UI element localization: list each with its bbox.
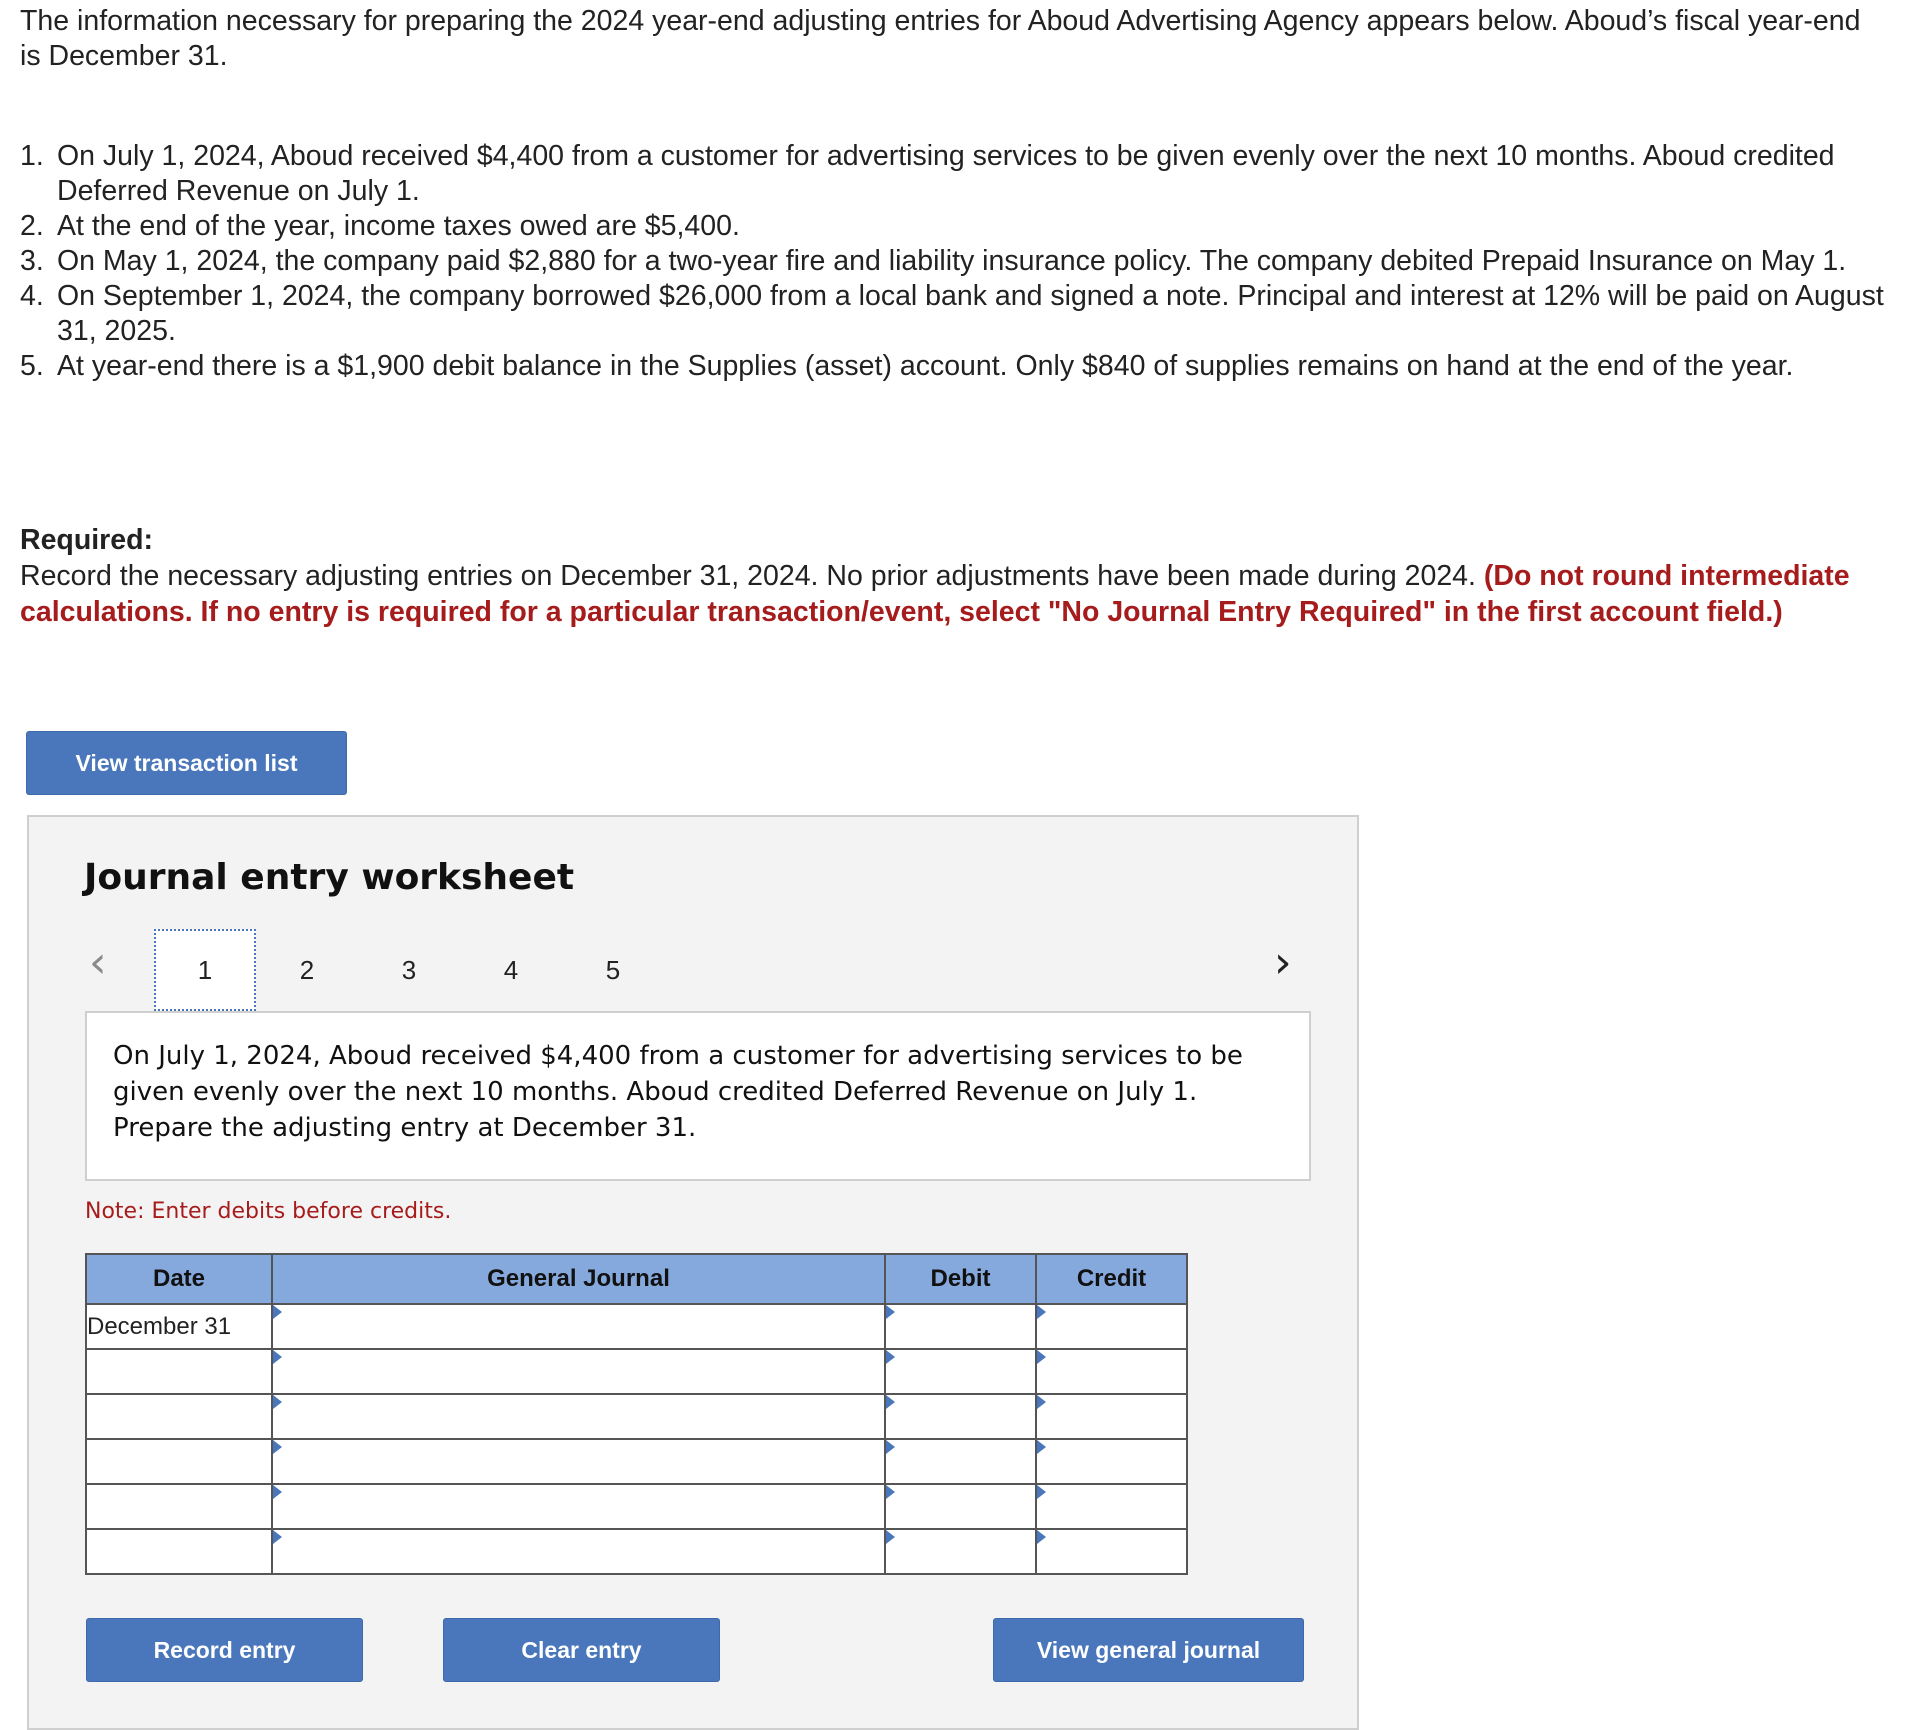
item-text: On July 1, 2024, Aboud received $4,400 from a customer for advertising services to be given evenly over the next 10 months. Aboud credited Deferred Revenue on July 1. bbox=[57, 140, 1835, 207]
credit-input[interactable] bbox=[1037, 1305, 1186, 1348]
debit-input[interactable] bbox=[886, 1305, 1035, 1348]
date-cell: December 31 bbox=[86, 1304, 272, 1349]
date-cell bbox=[86, 1484, 272, 1529]
account-input[interactable] bbox=[273, 1440, 884, 1483]
dropdown-indicator-icon bbox=[1037, 1350, 1046, 1364]
dropdown-indicator-icon bbox=[1037, 1440, 1046, 1454]
credit-field[interactable] bbox=[1036, 1439, 1187, 1484]
date-cell bbox=[86, 1394, 272, 1439]
credit-input[interactable] bbox=[1037, 1485, 1186, 1528]
table-row bbox=[86, 1394, 1187, 1439]
debit-input[interactable] bbox=[886, 1440, 1035, 1483]
dropdown-indicator-icon bbox=[273, 1305, 282, 1319]
list-item bbox=[20, 244, 1900, 279]
list-item bbox=[20, 139, 1900, 209]
required-section bbox=[20, 522, 1880, 630]
dropdown-indicator-icon bbox=[273, 1350, 282, 1364]
item-text: On September 1, 2024, the company borrowed $26,000 from a local bank and signed a note. Principal and interest at 12% will be paid on August 31, 2025. bbox=[57, 280, 1884, 347]
credit-field[interactable] bbox=[1036, 1529, 1187, 1574]
journal-entry-worksheet bbox=[27, 815, 1359, 1730]
dropdown-indicator-icon bbox=[886, 1305, 895, 1319]
dropdown-indicator-icon bbox=[886, 1395, 895, 1409]
debit-field[interactable] bbox=[885, 1394, 1036, 1439]
list-item bbox=[20, 209, 1900, 244]
debit-field[interactable] bbox=[885, 1439, 1036, 1484]
account-input[interactable] bbox=[273, 1305, 884, 1348]
debit-field[interactable] bbox=[885, 1304, 1036, 1349]
view-transaction-list-button[interactable]: View transaction list bbox=[26, 731, 347, 795]
item-number: 4. bbox=[20, 280, 44, 312]
debit-field[interactable] bbox=[885, 1484, 1036, 1529]
clear-entry-button[interactable]: Clear entry bbox=[443, 1618, 720, 1682]
dropdown-indicator-icon bbox=[273, 1530, 282, 1544]
intro-text: The information necessary for preparing the 2024 year-end adjusting entries for Aboud Advertising Agency appears below. Aboud’s fiscal year-end is December 31. bbox=[20, 5, 1861, 72]
required-label: Required: bbox=[20, 524, 154, 556]
date-cell bbox=[86, 1529, 272, 1574]
item-number: 3. bbox=[20, 245, 44, 277]
note-text: Note: Enter debits before credits. bbox=[85, 1199, 452, 1224]
tab-3[interactable]: 3 bbox=[401, 954, 417, 985]
item-number: 1. bbox=[20, 140, 44, 172]
problem-intro bbox=[20, 4, 1880, 74]
credit-input[interactable] bbox=[1037, 1350, 1186, 1393]
item-number: 5. bbox=[20, 350, 44, 382]
record-entry-button[interactable]: Record entry bbox=[86, 1618, 363, 1682]
credit-input[interactable] bbox=[1037, 1440, 1186, 1483]
account-input[interactable] bbox=[273, 1395, 884, 1438]
account-field[interactable] bbox=[272, 1349, 885, 1394]
column-header-credit: Credit bbox=[1036, 1254, 1187, 1304]
chevron-left-icon[interactable]: ‹ bbox=[89, 937, 107, 988]
column-header-date: Date bbox=[86, 1254, 272, 1304]
credit-input[interactable] bbox=[1037, 1395, 1186, 1438]
dropdown-indicator-icon bbox=[273, 1485, 282, 1499]
table-row bbox=[86, 1304, 1187, 1349]
credit-input[interactable] bbox=[1037, 1530, 1186, 1573]
dropdown-indicator-icon bbox=[1037, 1305, 1046, 1319]
required-instruction: (Do not round intermediate calculations. If no entry is required for a particular transaction/event, select "No Journal Entry Required" in the first account field.) bbox=[20, 560, 1850, 628]
dropdown-indicator-icon bbox=[273, 1440, 282, 1454]
credit-field[interactable] bbox=[1036, 1394, 1187, 1439]
required-text: Record the necessary adjusting entries on December 31, 2024. No prior adjustments have been made during 2024. bbox=[20, 560, 1476, 592]
dropdown-indicator-icon bbox=[1037, 1530, 1046, 1544]
column-header-general-journal: General Journal bbox=[272, 1254, 885, 1304]
table-row bbox=[86, 1484, 1187, 1529]
account-input[interactable] bbox=[273, 1485, 884, 1528]
debit-input[interactable] bbox=[886, 1395, 1035, 1438]
tab-1[interactable]: 1 bbox=[154, 929, 256, 1011]
table-row bbox=[86, 1439, 1187, 1484]
credit-field[interactable] bbox=[1036, 1349, 1187, 1394]
column-header-debit: Debit bbox=[885, 1254, 1036, 1304]
debit-input[interactable] bbox=[886, 1530, 1035, 1573]
item-text: At the end of the year, income taxes owed are $5,400. bbox=[57, 210, 740, 242]
item-number: 2. bbox=[20, 210, 44, 242]
chevron-right-icon[interactable]: › bbox=[1274, 937, 1292, 988]
tab-4[interactable]: 4 bbox=[503, 954, 519, 985]
dropdown-indicator-icon bbox=[886, 1485, 895, 1499]
dropdown-indicator-icon bbox=[273, 1395, 282, 1409]
dropdown-indicator-icon bbox=[1037, 1395, 1046, 1409]
credit-field[interactable] bbox=[1036, 1304, 1187, 1349]
dropdown-indicator-icon bbox=[1037, 1485, 1046, 1499]
account-input[interactable] bbox=[273, 1350, 884, 1393]
transaction-list bbox=[20, 139, 1900, 384]
account-field[interactable] bbox=[272, 1529, 885, 1574]
transaction-description bbox=[85, 1011, 1311, 1181]
table-row bbox=[86, 1529, 1187, 1574]
list-item bbox=[20, 349, 1900, 384]
worksheet-title: Journal entry worksheet bbox=[84, 857, 575, 898]
dropdown-indicator-icon bbox=[886, 1530, 895, 1544]
tab-5[interactable]: 5 bbox=[605, 954, 621, 985]
table-row bbox=[86, 1349, 1187, 1394]
account-input[interactable] bbox=[273, 1530, 884, 1573]
account-field[interactable] bbox=[272, 1439, 885, 1484]
view-general-journal-button[interactable]: View general journal bbox=[993, 1618, 1304, 1682]
dropdown-indicator-icon bbox=[886, 1440, 895, 1454]
debit-input[interactable] bbox=[886, 1350, 1035, 1393]
debit-input[interactable] bbox=[886, 1485, 1035, 1528]
account-field[interactable] bbox=[272, 1484, 885, 1529]
description-text: On July 1, 2024, Aboud received $4,400 from a customer for advertising services to be given evenly over the next 10 months. Aboud credited Deferred Revenue on July 1. Prepare the adjusting entry at December 31. bbox=[113, 1041, 1243, 1143]
credit-field[interactable] bbox=[1036, 1484, 1187, 1529]
general-journal-table bbox=[85, 1253, 1188, 1575]
date-cell bbox=[86, 1439, 272, 1484]
account-field[interactable] bbox=[272, 1304, 885, 1349]
item-text: On May 1, 2024, the company paid $2,880 for a two-year fire and liability insurance policy. The company debited Prepaid Insurance on May 1. bbox=[57, 245, 1847, 277]
tab-2[interactable]: 2 bbox=[299, 954, 315, 985]
account-field[interactable] bbox=[272, 1394, 885, 1439]
debit-field[interactable] bbox=[885, 1349, 1036, 1394]
debit-field[interactable] bbox=[885, 1529, 1036, 1574]
date-cell bbox=[86, 1349, 272, 1394]
list-item bbox=[20, 279, 1900, 349]
dropdown-indicator-icon bbox=[886, 1350, 895, 1364]
item-text: At year-end there is a $1,900 debit balance in the Supplies (asset) account. Only $840 of supplies remains on hand at the end of the year. bbox=[57, 350, 1794, 382]
